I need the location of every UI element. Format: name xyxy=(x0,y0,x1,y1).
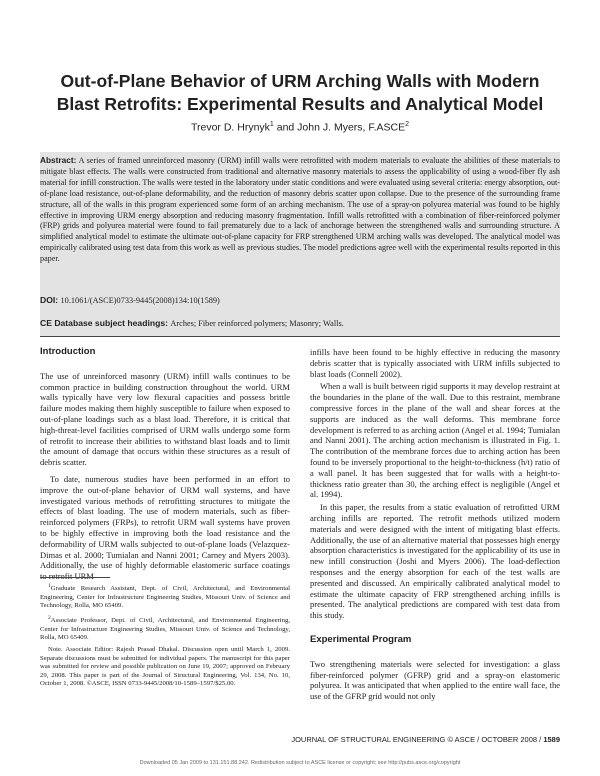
journal-footer-text: JOURNAL OF STRUCTURAL ENGINEERING © ASCE / OCTOBER 2008 / xyxy=(291,735,544,744)
author-line xyxy=(40,121,560,134)
author-2: John J. Myers, F.ASCE xyxy=(297,121,406,134)
abstract-text: A series of framed unreinforced masonry (URM) infill walls were retrofitted with modern materials to evaluate the abilities of these materials to mitigate blast effects. The walls were constructed from traditional and alternative masonry materials to assess the applicability of using a wood-fiber fly ash material for infill construction. The walls were tested in the laboratory under static conditions and were evaluated using several criteria: energy absorption, out-of-plane load resistance, out-of-plane deformability, and the reduction of masonry debris scatter upon collapse. Due to the presence of the surrounding frame structure, all of the walls in this program experienced some form of an arching mechanism. The use of a spray-on polyurea material was found to be highly effective in improving URM energy absorption and reducing masonry fragmentation. Infill walls retrofitted with a combination of fiber-reinforced polymer (FRP) grids and polyurea material were found to fail prematurely due to a lack of anchorage between the strengthened walls and surrounding structure. A simplified analytical model to estimate the ultimate out-of-plane capacity for FRP strengthened URM arching walls was developed. The analytical model was empirically calibrated using test data from this work as well as previous studies. The model predictions agree well with the experimental results reported in this paper. xyxy=(40,156,560,264)
editorial-note: Note. Associate Editor: Rajesh Prasad Dhakal. Discussion open until March 1, 2009. Separate discussions must be submitted for individual papers. The manuscript for this paper was submitted for review and possible publication on June 19, 2007; approved on February 29, 2008. This paper is part of the Journal of Structural Engineering, Vol. 134, No. 10, October 1, 2008. ©ASCE, ISSN 0733-9445/2008/10-1589–1597/$25.00. xyxy=(40,646,290,688)
author-2-mark: 2 xyxy=(405,121,410,128)
left-column xyxy=(40,347,290,582)
page-number: 1589 xyxy=(543,735,560,744)
abstract xyxy=(40,155,560,265)
footnote-2 xyxy=(40,614,290,643)
intro-paragraph-2: To date, numerous studies have been performed in an effort to improve the out-of-plane behavior of URM wall systems, and have investigated various methods of retrofitting structures to mitigate the effects of blast loading. The use of modern materials, such as fiber-reinforced polymers (FRPs), to retrofit URM wall systems have proven to be highly effective in improving both the load resistance and the deformability of URM walls subjected to out-of-plane loads (Velazquez-Dimas et al. 2000; Tumialan and Nanni 2001; Carney and Myers 2003). Additionally, the use of highly deformable elastomeric surface coatings xyxy=(40,473,290,571)
footnote-2-text: Associate Professor, Dept. of Civil, Architectural, and Environmental Engineering, Center for Infrastructure Engineering Studies, Missouri Univ. of Science and Technology, Rolla, MO 65409. xyxy=(40,617,290,642)
right-column xyxy=(310,347,560,702)
author-1-mark: 1 xyxy=(269,121,274,128)
subject-headings-label: CE Database subject headings: xyxy=(40,318,168,328)
author-1: Trevor D. Hrynyk xyxy=(190,121,270,134)
download-notice: Downloaded 05 Jan 2009 to 131.151.88.242. Redistribution subject to ASCE license or copyright; see http://pubs.asce.org/copyright xyxy=(139,760,461,766)
footnote-1 xyxy=(40,582,290,611)
subject-headings xyxy=(40,318,560,328)
footnote-1-mark: 1 xyxy=(48,583,51,589)
doi-value[interactable]: 10.1061/(ASCE)0733-9445(2008)134:10(1589) xyxy=(60,296,220,305)
journal-footer xyxy=(291,735,560,744)
paper-title: Out-of-Plane Behavior of URM Arching Walls with Modern Blast Retrofits: Experimental Results and Analytical Model xyxy=(56,71,544,114)
doi-label: DOI: xyxy=(40,295,59,305)
introduction-heading: Introduction xyxy=(40,346,96,357)
right-paragraph-2: In this paper, the results from a static evaluation of retrofitted URM arching infills are reported. The retrofit methods utilized modern materials and were designed with the intent of mitigating blast effects. Additionally, the use of an alternative material that possesses high energy absorption characteristics is investigated for the applicability of its use in new infill construction (Joshi and Myers 2006). The load-deflection responses and the energy absorption for each of the test walls are presented and discussed. An empirically calibrated analytical model to estimate the ultimate capacity of FRP strengthened arching infills is presented. The analytical predictions are compared with test data from this study. xyxy=(310,502,560,621)
abstract-label: Abstract: xyxy=(40,155,77,165)
experimental-paragraph-1: Two strengthening materials were selected for investigation: a glass fiber-reinforced polymer (GFRP) grid and a spray-on elastomeric polyurea. It was anticipated that when applied to the entire wall face, the use of the GFRP grid would not only xyxy=(310,658,560,702)
author-joiner: and xyxy=(273,121,298,134)
experimental-program-heading: Experimental Program xyxy=(310,633,412,645)
right-paragraph-0: infills have been found to be highly effective in reducing the masonry debris scatter that is typically associated with URM infills subjected to blast loads (Connell 2002). xyxy=(310,347,560,379)
footnote-rule xyxy=(40,577,110,578)
doi-line xyxy=(40,295,560,305)
right-paragraph-1: When a wall is built between rigid supports it may develop restraint at the boundaries in the plane of the wall. Due to this restraint, membrane compressive forces in the plane of the wall and shear forces at the supports are induced as the wall deforms. This membrane force development is referred to as arching action (Angel et al. 1994; Tumialan and Nanni 2001). The arching action mechanism is illustrated in Fig. 1. The contribution of the membrane forces due to arching action has been found to be inversely proportional to the height-to-thickness (h/t) ratio of a wall panel. It has been suggested that for walls with a height-to-thickness ratio greater than 30, the arching effect is negligible (Angel et al. 1994). xyxy=(310,381,560,500)
footnote-2-mark: 2 xyxy=(48,615,51,622)
footnotes xyxy=(40,582,290,692)
intro-paragraph-1: The use of unreinforced masonry (URM) infill walls continues to be common practice in building construction throughout the world. URM walls typically have very low flexural capacities and possess brittle failure modes making them highly susceptible to failure when exposed to out-of-plane loadings such as a blast load. Therefore, it is critical that high-threat-level facilities comprised of URM walls undergo some form of retrofit to increase their abilities to withstand blast loads and to limit the amount of damage that occurs within these structures as a result of debris scatter. xyxy=(40,370,290,468)
footnote-1-text: Graduate Research Assistant, Dept. of Civil, Architectural, and Environmental Engineering, Center for Infrastructure Engineering Studies, Missouri Univ. of Science and Technology, Rolla, MO 65409. xyxy=(40,585,290,610)
abstract-divider xyxy=(40,336,560,337)
subject-headings-value: Arches; Fiber reinforced polymers; Masonry; Walls. xyxy=(170,319,344,328)
